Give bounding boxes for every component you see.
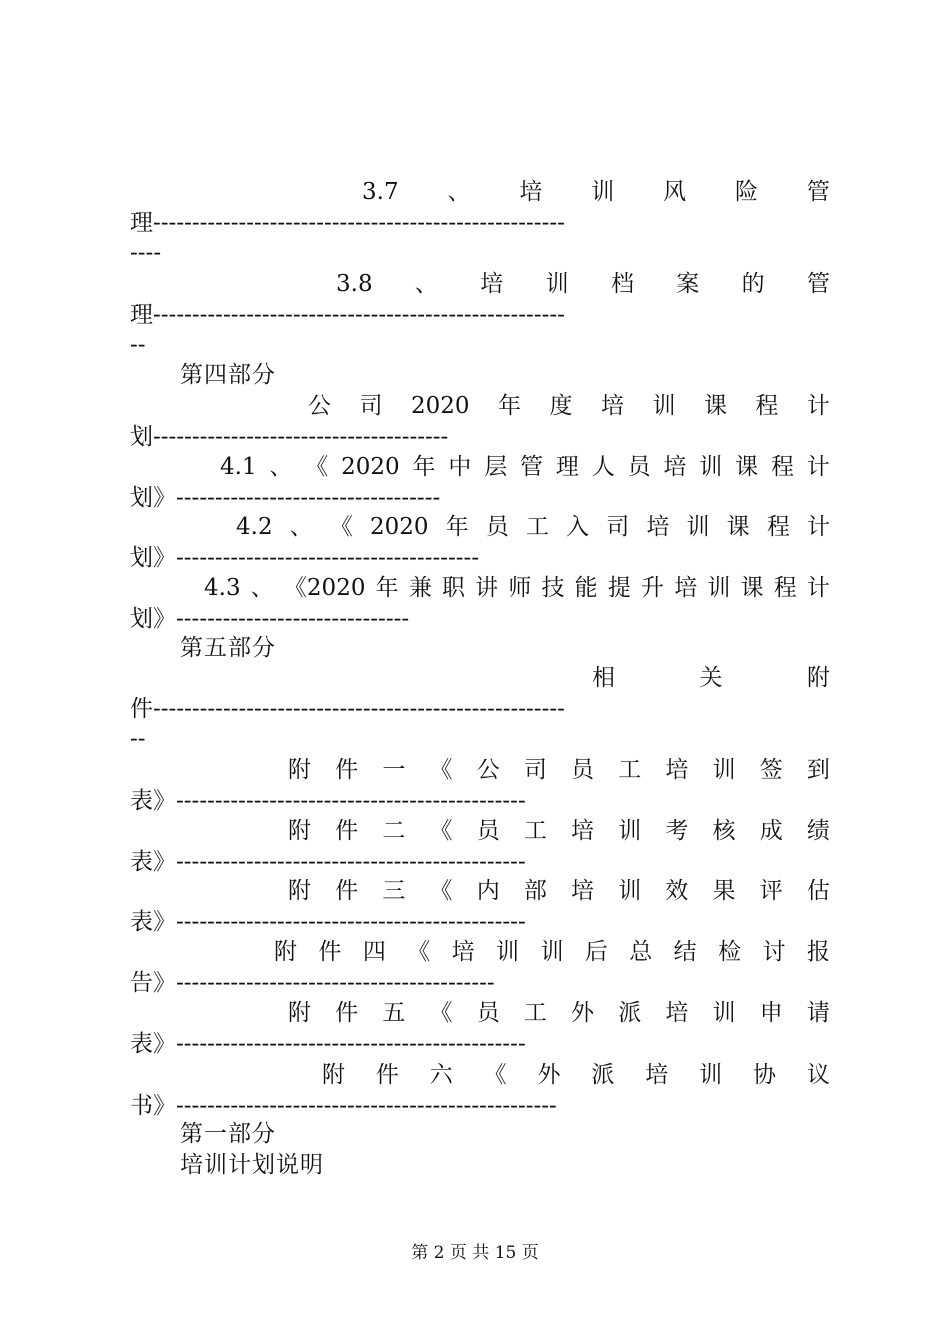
entry-title-tail: 表》: [130, 788, 176, 814]
title-token: 层: [484, 454, 508, 480]
title-token: 训: [712, 757, 736, 783]
title-token: 议: [806, 1062, 830, 1088]
entry-leader-line: [130, 907, 830, 937]
entry-leader-line: [130, 208, 830, 238]
title-token: 核: [712, 818, 736, 844]
title-token: 、: [250, 575, 274, 601]
dot-leader: ---------------------------------------------: [176, 788, 526, 814]
entry-leader-line: [130, 1029, 830, 1059]
title-token: 五: [382, 1000, 406, 1026]
entry-leader-line: [130, 604, 830, 634]
title-token: 程: [766, 514, 790, 540]
title-token: 附: [288, 1000, 311, 1026]
title-token: 件: [335, 818, 359, 844]
title-token: 培: [663, 454, 687, 480]
title-token: 、: [447, 179, 471, 205]
entry-title-tail: 理: [130, 302, 153, 328]
title-token: 四: [362, 939, 386, 965]
title-token: 《2020: [283, 575, 366, 601]
title-token: 训: [496, 939, 520, 965]
toc-entry-attachment-2[interactable]: [130, 815, 830, 877]
entry-title-tail: 件: [130, 696, 153, 722]
title-token: 中: [448, 454, 472, 480]
entry-leader-line: [130, 847, 830, 877]
entry-leader-line: [130, 694, 830, 724]
title-token: 附: [274, 939, 297, 965]
title-token: 考: [665, 818, 689, 844]
title-token: 件: [335, 757, 359, 783]
title-token: 检: [718, 939, 742, 965]
title-token: 培: [571, 878, 595, 904]
title-token: 培: [646, 514, 670, 540]
title-token: 训: [545, 271, 569, 297]
entry-leader-line: [130, 300, 830, 330]
entry-title-tail: 理: [130, 210, 153, 236]
title-token: 年: [498, 393, 521, 419]
toc-entry-attachment-1[interactable]: [130, 754, 830, 816]
title-token: 协: [753, 1062, 776, 1088]
title-token: 、: [414, 271, 438, 297]
title-token: 计: [806, 575, 830, 601]
title-token: 件: [335, 1000, 359, 1026]
title-token: 关: [699, 665, 723, 691]
title-token: 管: [806, 179, 830, 205]
title-token: 内: [476, 878, 500, 904]
entry-title-line: [130, 754, 830, 786]
dot-leader: ----------------------------------: [176, 485, 441, 511]
title-token: 技: [541, 575, 565, 601]
title-token: 工: [525, 514, 549, 540]
entry-title-tail: 划》: [130, 606, 176, 632]
title-token: 程: [770, 454, 794, 480]
title-token: 案: [676, 271, 700, 297]
title-token: 4.2: [236, 514, 273, 540]
title-token: 外: [537, 1062, 561, 1088]
title-token: 理: [555, 454, 579, 480]
title-token: 培: [571, 818, 595, 844]
title-token: 外: [571, 1000, 595, 1026]
title-token: 年: [412, 454, 436, 480]
title-token: 培: [645, 1062, 669, 1088]
entry-title-tail: 表》: [130, 909, 176, 935]
title-token: 一: [382, 757, 406, 783]
title-token: 风: [663, 179, 687, 205]
entry-leader-line: [130, 968, 830, 998]
title-token: 《: [329, 514, 353, 540]
title-token: 《: [305, 454, 329, 480]
dot-leader: -------------------------------------------------: [176, 1093, 557, 1119]
title-token: 能: [574, 575, 598, 601]
title-token: 工: [523, 1000, 547, 1026]
title-token: 工: [618, 757, 642, 783]
title-token: 附: [807, 665, 830, 691]
toc-entry-attachment-5[interactable]: [130, 997, 830, 1059]
part-1-heading: 第一部分: [180, 1121, 276, 1147]
title-token: 评: [759, 878, 783, 904]
title-token: 2020: [341, 454, 400, 480]
toc-entry-3-8[interactable]: [130, 268, 830, 360]
title-token: 员: [476, 818, 500, 844]
title-token: 年: [445, 514, 469, 540]
title-token: 计: [806, 454, 830, 480]
title-token: 绩: [806, 818, 830, 844]
dot-leader: ---------------------------------------------: [176, 909, 526, 935]
title-token: 年: [375, 575, 399, 601]
title-token: 管: [520, 454, 544, 480]
title-token: 课: [703, 393, 727, 419]
title-token: 度: [549, 393, 573, 419]
title-token: 附: [288, 757, 311, 783]
entry-title-line: [130, 390, 830, 422]
title-token: 训: [712, 1000, 736, 1026]
entry-title-line: [130, 1059, 830, 1091]
title-token: 司: [359, 393, 383, 419]
title-token: 效: [665, 878, 689, 904]
title-token: 程: [755, 393, 779, 419]
toc-entry-attachment-3[interactable]: [130, 875, 830, 937]
part-4-heading: 第四部分: [180, 362, 276, 388]
title-token: 培: [519, 179, 543, 205]
dot-leader: ---------------------------------------------: [176, 849, 526, 875]
entry-title-line: [130, 875, 830, 907]
title-token: 件: [375, 1062, 399, 1088]
title-token: 附: [288, 818, 311, 844]
title-token: 结: [673, 939, 697, 965]
title-token: 《: [429, 757, 453, 783]
title-token: 派: [591, 1062, 615, 1088]
title-token: 训: [699, 1062, 723, 1088]
title-token: 职: [441, 575, 465, 601]
title-token: 员: [476, 1000, 500, 1026]
title-token: 训: [618, 818, 642, 844]
entry-title-tail: 划》: [130, 485, 176, 511]
title-token: 派: [618, 1000, 642, 1026]
dot-leader: ---------------------------------------: [176, 545, 480, 571]
title-token: 报: [806, 939, 830, 965]
title-token: 附: [288, 878, 311, 904]
toc-entry-4-2[interactable]: [130, 511, 830, 573]
title-token: 训: [591, 179, 615, 205]
entry-title-tail: 划: [130, 424, 153, 450]
title-token: 升: [641, 575, 665, 601]
dot-leader: ------------------------------: [176, 606, 410, 632]
dot-leader: -----------------------------------------------------: [153, 210, 565, 236]
title-token: 件: [318, 939, 342, 965]
title-token: 3.7: [362, 179, 399, 205]
entry-title-tail: 表》: [130, 849, 176, 875]
dot-leader: -----------------------------------------------------: [153, 696, 565, 722]
title-token: 2020: [410, 393, 470, 419]
entry-title-tail: 划》: [130, 545, 176, 571]
dot-leader: -----------------------------------------------------: [153, 302, 565, 328]
title-token: 训: [652, 393, 676, 419]
title-token: 二: [382, 818, 406, 844]
training-plan-note-heading: 培训计划说明: [180, 1152, 324, 1178]
entry-title-line: [130, 451, 830, 483]
title-token: 培: [480, 271, 504, 297]
title-token: 课: [740, 575, 764, 601]
title-token: 训: [540, 939, 564, 965]
title-token: 险: [735, 179, 759, 205]
entry-leader-line: [130, 422, 830, 452]
title-token: 员: [571, 757, 595, 783]
title-token: 《: [407, 939, 431, 965]
title-token: 《: [429, 878, 453, 904]
title-token: 公: [308, 393, 331, 419]
entry-title-line: [130, 936, 830, 968]
title-token: 培: [451, 939, 475, 965]
title-token: 到: [806, 757, 830, 783]
title-token: 《: [429, 1000, 453, 1026]
title-token: 件: [335, 878, 359, 904]
part-5-heading: 第五部分: [180, 635, 276, 661]
title-token: 计: [806, 514, 830, 540]
title-token: 人: [591, 454, 615, 480]
dot-leader: ---------------------------------------------: [176, 1031, 526, 1057]
title-token: 部: [523, 878, 547, 904]
title-token: 司: [606, 514, 630, 540]
title-token: 档: [610, 271, 634, 297]
title-token: 提: [607, 575, 631, 601]
entry-leader-line: [130, 483, 830, 513]
title-token: 《: [429, 818, 453, 844]
title-token: 训: [707, 575, 731, 601]
title-token: 培: [674, 575, 698, 601]
toc-entry-section-4[interactable]: [130, 390, 830, 452]
title-token: 签: [759, 757, 783, 783]
title-token: 公: [476, 757, 500, 783]
title-token: 讨: [762, 939, 786, 965]
title-token: 工: [523, 818, 547, 844]
title-token: 员: [627, 454, 651, 480]
page-footer: 第 2 页 共 15 页: [411, 1243, 539, 1263]
title-token: 程: [773, 575, 797, 601]
entry-leader-line: [130, 543, 830, 573]
dot-leader: --------------------------------------: [153, 424, 449, 450]
title-token: 讲: [475, 575, 499, 601]
title-token: 课: [735, 454, 759, 480]
title-token: 请: [806, 1000, 830, 1026]
dot-leader-continuation: ----: [130, 240, 162, 266]
toc-entry-attachment-6[interactable]: [130, 1059, 830, 1121]
toc-entry-3-7[interactable]: [130, 176, 830, 268]
title-token: 后: [584, 939, 608, 965]
title-token: 训: [699, 454, 723, 480]
title-token: 果: [712, 878, 736, 904]
title-token: 4.3: [204, 575, 241, 601]
title-token: 相: [592, 665, 615, 691]
title-token: 训: [618, 878, 642, 904]
dot-leader-continuation: --: [130, 726, 146, 752]
title-token: 《: [483, 1062, 507, 1088]
title-token: 员: [485, 514, 509, 540]
title-token: 三: [382, 878, 406, 904]
title-token: 培: [600, 393, 624, 419]
entry-title-tail: 表》: [130, 1031, 176, 1057]
title-token: 六: [429, 1062, 453, 1088]
title-token: 总: [629, 939, 653, 965]
title-token: 师: [508, 575, 532, 601]
toc-entry-4-3[interactable]: [130, 572, 830, 634]
entry-title-line: [130, 268, 830, 300]
entry-title-line: [130, 997, 830, 1029]
title-token: 4.1: [220, 454, 257, 480]
title-token: 附: [322, 1062, 345, 1088]
entry-title-tail: 书》: [130, 1093, 176, 1119]
title-token: 培: [665, 757, 689, 783]
entry-title-line: [130, 511, 830, 543]
entry-title-line: [130, 572, 830, 604]
title-token: 估: [806, 878, 830, 904]
title-token: 的: [741, 271, 765, 297]
title-token: 、: [289, 514, 313, 540]
entry-title-line: [130, 815, 830, 847]
title-token: 兼: [408, 575, 432, 601]
entry-leader-line: [130, 1091, 830, 1121]
title-token: 训: [686, 514, 710, 540]
title-token: 管: [806, 271, 830, 297]
entry-title-tail: 告》: [130, 970, 176, 996]
title-token: 培: [665, 1000, 689, 1026]
dot-leader-continuation: --: [130, 332, 146, 358]
title-token: 、: [269, 454, 293, 480]
entry-title-line: [130, 176, 830, 208]
dot-leader: -----------------------------------------: [176, 970, 495, 996]
toc-entry-attachment-4[interactable]: [130, 936, 830, 998]
title-token: 课: [726, 514, 750, 540]
title-token: 申: [759, 1000, 783, 1026]
title-token: 计: [806, 393, 830, 419]
title-token: 入: [566, 514, 590, 540]
entry-title-line: [130, 662, 830, 694]
toc-entry-4-1[interactable]: [130, 451, 830, 513]
entry-leader-line: [130, 786, 830, 816]
title-token: 2020: [370, 514, 429, 540]
title-token: 司: [523, 757, 547, 783]
title-token: 成: [759, 818, 783, 844]
title-token: 3.8: [336, 271, 373, 297]
toc-entry-section-5[interactable]: [130, 662, 830, 754]
